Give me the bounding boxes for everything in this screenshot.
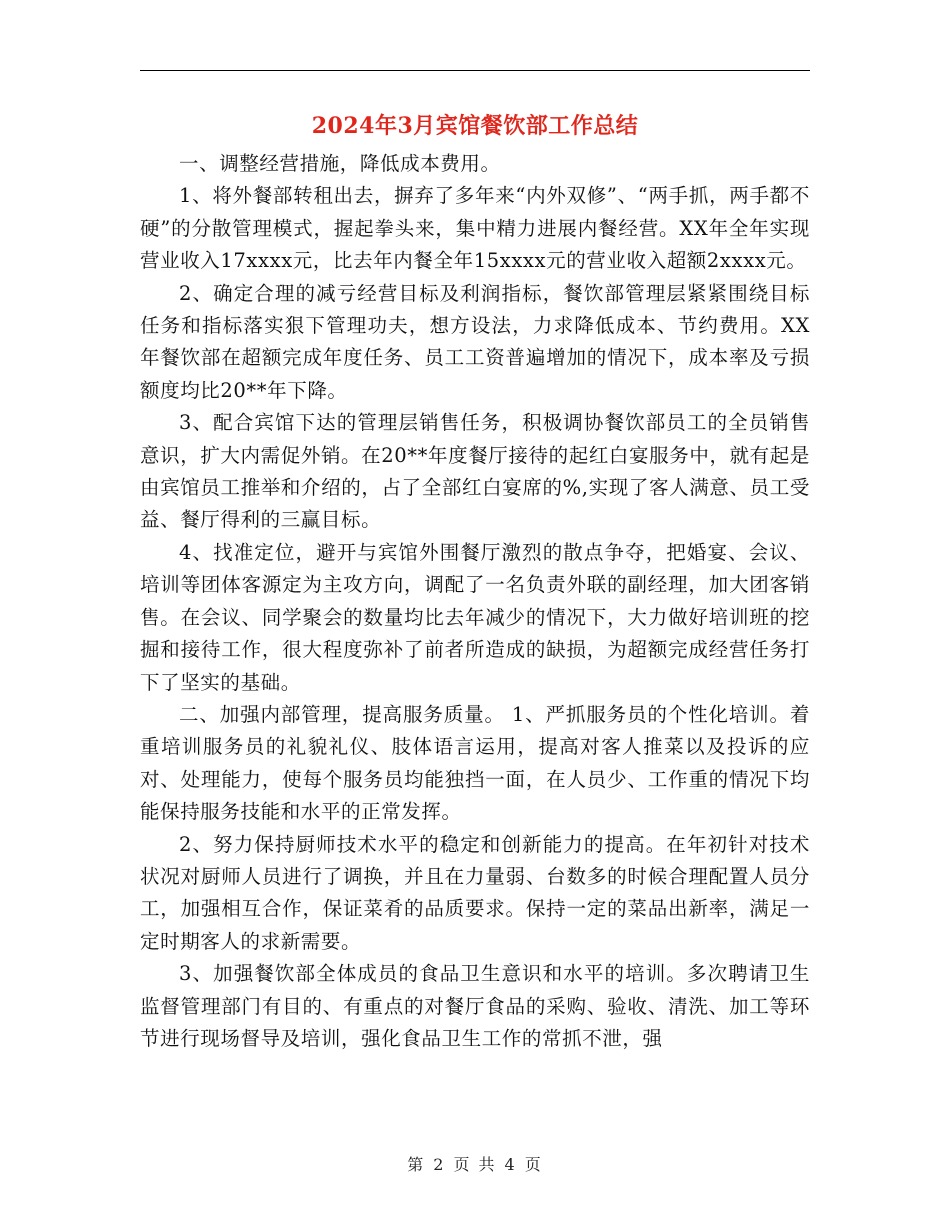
footer-middle: 页 共 — [453, 1155, 497, 1174]
paragraph-4: 4、找准定位，避开与宾馆外围餐厅激烈的散点争夺，把婚宴、会议、培训等团体客源定为主攻方向，调配了一名负责外联的副经理，加大团客销售。在会议、同学聚会的数量均比去年减少的情况下，大力做好培训班的挖掘和接待工作，很大程度弥补了前者所造成的缺损，为超额完成经营任务打下了坚实的基础。 — [140, 540, 810, 694]
footer-suffix: 页 — [524, 1155, 543, 1174]
footer-prefix: 第 — [407, 1155, 426, 1174]
page-footer — [0, 1152, 950, 1175]
header-rule — [140, 70, 810, 71]
paragraph-6: 3、加强餐饮部全体成员的食品卫生意识和水平的培训。多次聘请卫生监督管理部门有目的、有重点的对餐厅食品的采购、验收、清洗、加工等环节进行现场督导及培训，强化食品卫生工作的常抓不泄，强 — [140, 962, 810, 1050]
paragraph-2: 2、确定合理的减亏经营目标及利润指标，餐饮部管理层紧紧围绕目标任务和指标落实狠下管理功夫，想方设法，力求降低成本、节约费用。XX年餐饮部在超额完成年度任务、员工工资普遍增加的情况下，成本率及亏损额度均比20**年下降。 — [140, 281, 810, 402]
footer-total-pages: 4 — [504, 1155, 517, 1174]
footer-page-number: 2 — [433, 1155, 446, 1174]
paragraph-3: 3、配合宾馆下达的管理层销售任务，积极调协餐饮部员工的全员销售意识，扩大内需促外销。在20**年度餐厅接待的起红白宴服务中，就有起是由宾馆员工推举和介绍的，占了全部红白宴席的%,实现了客人满意、员工受益、餐厅得利的三赢目标。 — [140, 411, 810, 532]
document-title: 2024年3月宾馆餐饮部工作总结 — [311, 113, 639, 139]
section-heading-2: 二、加强内部管理，提高服务质量。 1、严抓服务员的个性化培训。着重培训服务员的礼貌礼仪、肢体语言运用，提高对客人推菜以及投诉的应对、处理能力，使每个服务员均能独挡一面，在人员少、工作重的情况下均能保持服务技能和水平的正常发挥。 — [140, 702, 810, 824]
paragraph-5: 2、努力保持厨师技术水平的稳定和创新能力的提高。在年初针对技术状况对厨师人员进行了调换，并且在力量弱、台数多的时候合理配置人员分工，加强相互合作，保证菜肴的品质要求。保持一定的菜品出新率，满足一定时期客人的求新需要。 — [140, 832, 810, 953]
section-heading-1: 一、调整经营措施，降低成本费用。 — [179, 152, 501, 175]
document-body — [140, 148, 810, 1055]
paragraph-1: 1、将外餐部转租出去，摒弃了多年来“内外双修”、“两手抓，两手都不硬”的分散管理模式，握起拳头来，集中精力进展内餐经营。XX年全年实现营业收入17xxxx元，比去年内餐全年15xxxx元的营业收入超额2xxxx元。 — [140, 184, 810, 273]
